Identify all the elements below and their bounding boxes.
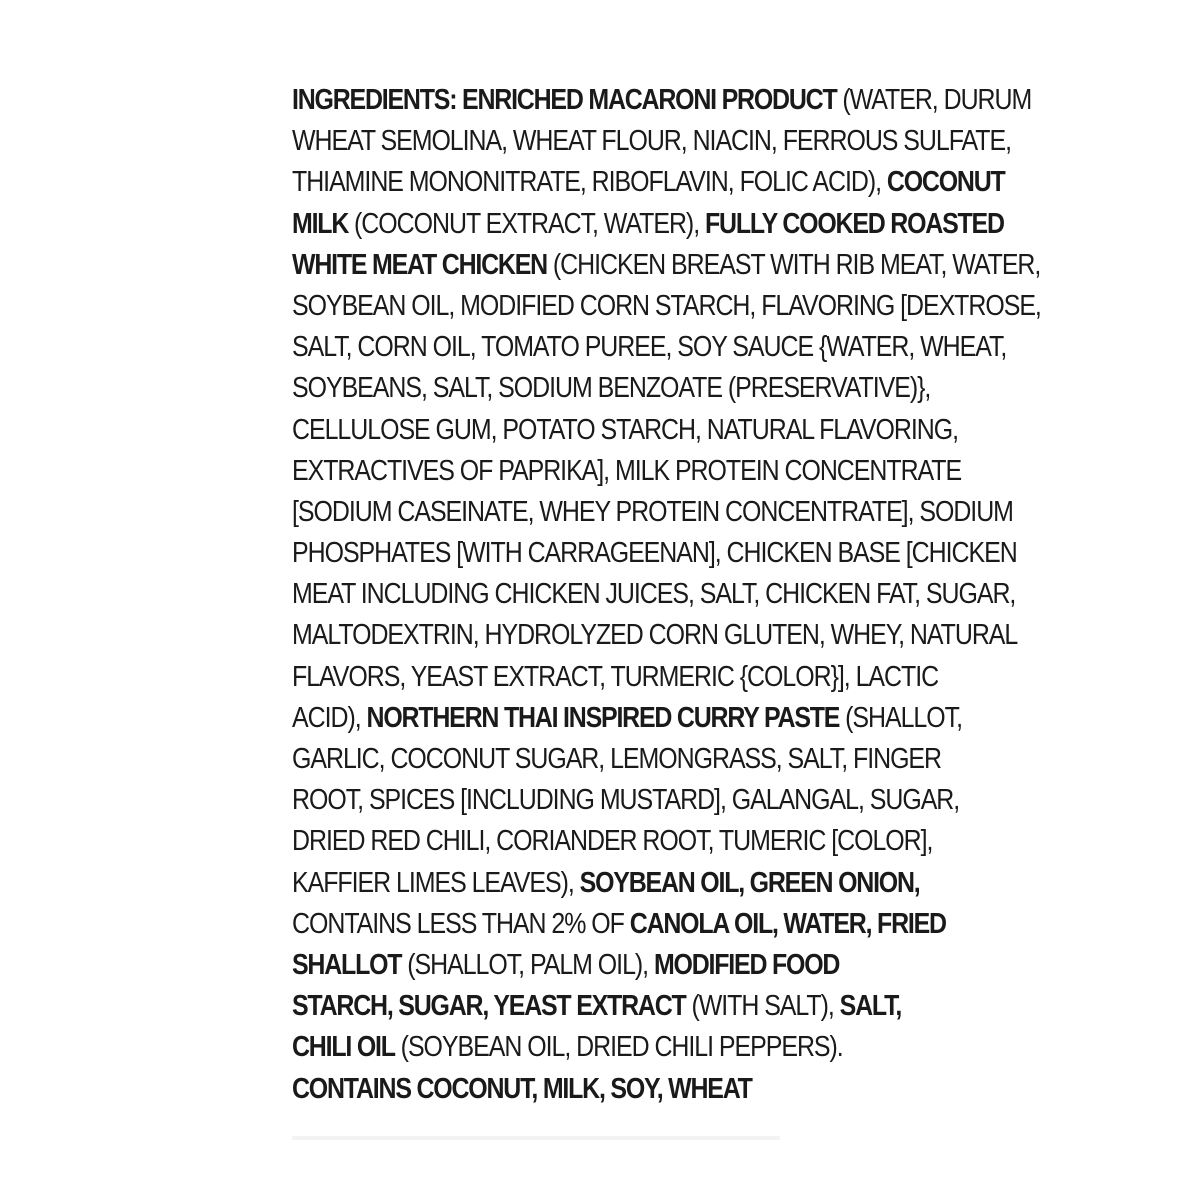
ingredients-line	[292, 162, 1005, 203]
ingredient-text: (WATER, DURUM	[836, 84, 1032, 116]
ingredient-text-bold: COCONUT	[886, 166, 1005, 199]
ingredient-text: ACID),	[292, 701, 367, 734]
ingredient-text: FLAVORS, YEAST EXTRACT, TURMERIC {COLOR}], LACTIC	[292, 660, 939, 693]
ingredient-text-bold: WHITE MEAT CHICKEN	[292, 248, 547, 281]
ingredient-text-bold: SALT,	[839, 990, 902, 1023]
ingredients-line	[292, 945, 842, 986]
ingredient-text-bold: NORTHERN THAI INSPIRED CURRY PASTE	[366, 701, 840, 734]
ingredients-line	[292, 986, 902, 1027]
ingredient-text-bold: MODIFIED FOOD	[653, 948, 840, 981]
ingredients-line	[292, 533, 1017, 574]
ingredients-line	[292, 451, 962, 492]
ingredients-line	[292, 739, 942, 780]
ingredients-line	[292, 574, 1016, 615]
ingredient-text: (SOYBEAN OIL, DRIED CHILI PEPPERS).	[394, 1031, 843, 1064]
ingredients-line	[292, 286, 1041, 327]
ingredients-line	[292, 368, 931, 409]
ingredient-text-bold: CONTAINS COCONUT, MILK, SOY, WHEAT	[292, 1072, 752, 1105]
ingredients-line	[292, 245, 1041, 286]
ingredients-line	[292, 1027, 842, 1068]
ingredient-text: PHOSPHATES [WITH CARRAGEENAN], CHICKEN BASE [CHICKEN	[292, 537, 1017, 570]
ingredient-text-bold: MILK	[292, 207, 349, 240]
ingredients-line	[292, 492, 1013, 533]
ingredient-text: GARLIC, COCONUT SUGAR, LEMONGRASS, SALT, FINGER	[292, 743, 942, 775]
ingredient-text: SOYBEANS, SALT, SODIUM BENZOATE (PRESERVATIVE)},	[292, 372, 931, 405]
ingredients-line	[292, 657, 939, 698]
ingredient-text-bold: FULLY COOKED ROASTED	[705, 207, 1004, 240]
ingredient-text: DRIED RED CHILI, CORIANDER ROOT, TUMERIC [COLOR],	[292, 825, 933, 858]
ingredient-text: (WITH SALT),	[685, 990, 840, 1023]
ingredients-line	[292, 80, 1032, 121]
ingredient-text: EXTRACTIVES OF PAPRIKA], MILK PROTEIN CONCENTRATE	[292, 454, 962, 487]
ingredient-text: SOYBEAN OIL, MODIFIED CORN STARCH, FLAVORING [DEXTROSE,	[292, 289, 1041, 322]
ingredient-text: KAFFIER LIMES LEAVES),	[292, 866, 580, 899]
ingredients-line	[292, 121, 1012, 162]
faded-text-strip	[292, 1136, 780, 1140]
ingredients-line	[292, 698, 962, 739]
ingredients-line	[292, 204, 1004, 245]
ingredients-line	[292, 410, 959, 451]
ingredients-line	[292, 821, 933, 862]
ingredients-line	[292, 904, 946, 945]
ingredients-panel	[292, 80, 1041, 1110]
allergen-statement	[292, 1069, 842, 1110]
ingredient-text-bold: INGREDIENTS: ENRICHED MACARONI PRODUCT	[292, 84, 837, 116]
ingredient-text: (COCONUT EXTRACT, WATER),	[348, 207, 706, 240]
ingredient-text: THIAMINE MONONITRATE, RIBOFLAVIN, FOLIC ACID),	[292, 166, 887, 199]
ingredient-text-bold: STARCH, SUGAR, YEAST EXTRACT	[292, 990, 686, 1023]
ingredient-text-bold: CHILI OIL	[292, 1031, 395, 1064]
ingredient-text: [SODIUM CASEINATE, WHEY PROTEIN CONCENTRATE], SODIUM	[292, 495, 1013, 528]
ingredient-text-bold: SOYBEAN OIL, GREEN ONION,	[579, 866, 920, 899]
ingredients-line	[292, 615, 1018, 656]
ingredients-line	[292, 863, 920, 904]
ingredient-text: MEAT INCLUDING CHICKEN JUICES, SALT, CHICKEN FAT, SUGAR,	[292, 578, 1016, 611]
ingredient-text: SALT, CORN OIL, TOMATO PUREE, SOY SAUCE {WATER, WHEAT,	[292, 331, 1007, 364]
ingredient-text-bold: CANOLA OIL, WATER, FRIED	[629, 907, 946, 940]
ingredient-text: CONTAINS LESS THAN 2% OF	[292, 907, 630, 940]
ingredient-text: ROOT, SPICES [INCLUDING MUSTARD], GALANGAL, SUGAR,	[292, 784, 960, 817]
ingredient-text: CELLULOSE GUM, POTATO STARCH, NATURAL FLAVORING,	[292, 413, 959, 446]
ingredient-text-bold: SHALLOT	[292, 948, 402, 981]
ingredients-line	[292, 780, 960, 821]
ingredients-line	[292, 327, 1007, 368]
ingredient-text: (SHALLOT, PALM OIL),	[401, 948, 654, 981]
ingredient-text: (SHALLOT,	[839, 701, 962, 734]
ingredient-text: MALTODEXTRIN, HYDROLYZED CORN GLUTEN, WHEY, NATURAL	[292, 619, 1018, 652]
ingredient-text: (CHICKEN BREAST WITH RIB MEAT, WATER,	[546, 248, 1041, 281]
ingredient-text: WHEAT SEMOLINA, WHEAT FLOUR, NIACIN, FERROUS SULFATE,	[292, 125, 1012, 158]
